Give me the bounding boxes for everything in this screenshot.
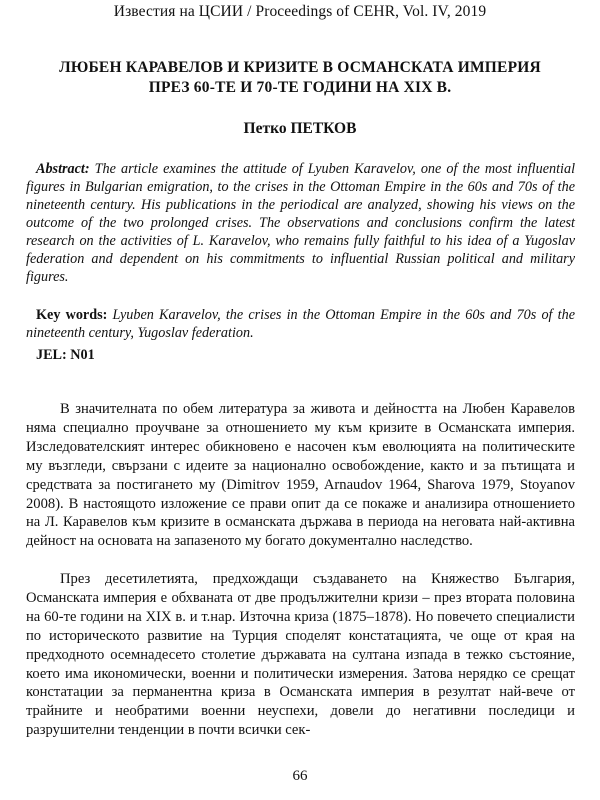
- article-title: [20, 58, 580, 98]
- keywords: [26, 306, 575, 342]
- page-number: 66: [292, 768, 308, 784]
- keywords-label: Key words:: [36, 307, 108, 323]
- abstract: [26, 160, 575, 286]
- keywords-text: Lyuben Karavelov, the crises in the Ottoman Empire in the 60s and 70s of the nineteenth century, Yugoslav federation.: [26, 307, 575, 341]
- jel-code: JEL: N01: [36, 347, 95, 363]
- body-paragraph-2: През десетилетията, предхождащи създаването на Княжество България, Османската империя е обхваната от две продължителни кризи – през втората половина на 60-те години на XIX в. и т.нар. Източна криза (1875–1878). Но повечето специалисти по историческото развитие на Турция споделят констатацията, че още от края на предходното осемнадесето столетие държавата на султана изпада в тежко състояние, което има икономически, военни и политически измерения. Затова нерядко се срещат констатации за перманентна криза в Османската империя в резултат най-вече от трайните и необратими военни неуспехи, довели до негативни последици и разрушителни тенденции в почти всички сек-: [26, 571, 575, 739]
- running-header: Известия на ЦСИИ / Proceedings of CEHR, Vol. IV, 2019: [113, 3, 487, 20]
- article-title-line-1: ЛЮБЕН КАРАВЕЛОВ И КРИЗИТЕ В ОСМАНСКАТА ИМПЕРИЯ: [59, 59, 541, 76]
- abstract-text: The article examines the attitude of Lyuben Karavelov, one of the most influential figures in Bulgarian emigration, to the crises in the Ottoman Empire in the 60s and 70s of the nineteenth century. His publications in the periodical are analyzed, showing his views on the outcome of the two prolonged crises. The observations and conclusions confirm the latest research on the activities of L. Karavelov, who remains fully faithful to his idea of a Yugoslav federation and dependent on his commitments to influential Russian political and military figures.: [26, 161, 576, 285]
- body-paragraph-1: В значителната по обем литература за живота и дейността на Любен Каравелов няма специално проучване за отношението му към кризите в Османската империя. Изследователският интерес обикновено е насочен към еволюцията на политическите му възгледи, свързани с идеите за национално освобождение, както и за пътищата и средствата за постигането му (Dimitrov 1959, Arnaudov 1964, Sharova 1979, Stoyanov 2008). В настоящото изложение се прави опит да се покаже и анализира отношението на Л. Каравелов към кризите в османската държава в периода на неговата най-активна дейност на основата на запазеното му богато документално наследство.: [26, 401, 575, 550]
- author-name: Петко ПЕТКОВ: [243, 120, 357, 137]
- article-title-line-2: ПРЕЗ 60-ТЕ И 70-ТЕ ГОДИНИ НА XIX В.: [148, 79, 452, 96]
- abstract-label: Abstract:: [36, 161, 90, 177]
